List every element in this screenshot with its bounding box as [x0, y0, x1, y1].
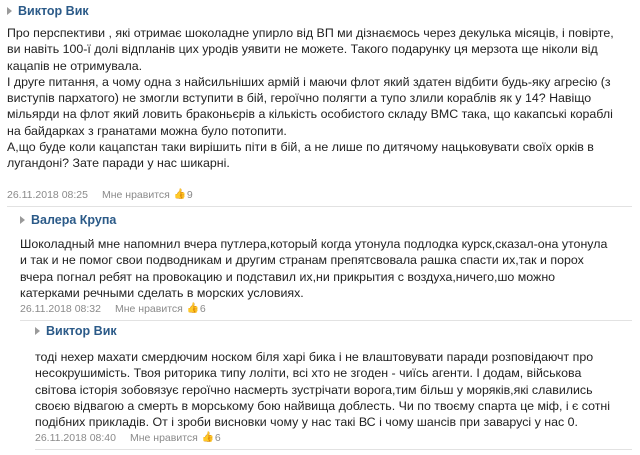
comment-2 [20, 212, 632, 301]
comment-1-line: на байдарках з гранатами можна було потопити. [7, 123, 287, 138]
comment-1-line: лугандоні? Зате паради у нас шикарні. [7, 156, 230, 171]
comment-3-text [35, 349, 632, 430]
divider [20, 320, 632, 321]
comment-1-like-button[interactable]: Мне нравится [101, 189, 170, 201]
comment-2-line: и так и не помог свои подводникам и другим странам препятсвовала рашка спасти их,так и порох [20, 253, 584, 268]
comment-1-text [7, 25, 632, 172]
comment-2-like-button[interactable]: Мне нравится [114, 303, 183, 315]
comment-1-meta [7, 188, 193, 202]
comment-2-line: вчера погнал ребят на провокацию и подставил их,ни прикрытия с воздуха,ничего,шо можно [20, 269, 556, 284]
comment-3-author[interactable]: Виктор Вик [46, 324, 117, 338]
comment-2-text [20, 236, 632, 301]
comment-3-like-button[interactable]: Мне нравится [129, 432, 198, 444]
caret-right-icon [7, 7, 12, 15]
comment-3-line: своєю відвагою а смерть в морському бою найвища доблесть. Чи по твоєму спарта це міф, і є сотні [35, 398, 611, 413]
divider [35, 449, 632, 450]
comment-2-meta [20, 302, 206, 316]
comment-2-line: Шоколадный мне напомнил вчера путлера,который когда утонула подлодка курск,сказал-она утонула [20, 237, 608, 251]
comment-1-line: А,що буде коли кацапстан таки вирішить піти в бій, а не лише по дитячому нацьковувати своїх орків в [7, 140, 594, 155]
comment-3-date: 26.11.2018 08:40 [35, 432, 116, 444]
comment-2-header [20, 212, 632, 228]
comment-2-date: 26.11.2018 08:32 [20, 303, 101, 315]
comment-3-like-count: 6 [214, 432, 221, 444]
thumb-up-icon[interactable]: 👍 [186, 303, 200, 314]
comment-3-line: подібних прикладів. От і зроби висновки чому у нас такі ВС і чому шансів при заварусі у нас 0. [35, 415, 578, 430]
divider [7, 206, 632, 207]
comment-1-line: мільярди на флот який ловить браконьєрів а кількість особистого складу ВМС така, що какапські кораблі [7, 107, 613, 122]
comment-3 [35, 323, 632, 430]
comment-2-like-count: 6 [199, 303, 206, 315]
thumb-up-icon[interactable]: 👍 [173, 189, 187, 200]
caret-right-icon [35, 327, 40, 335]
comment-3-line: несокрушимість. Твоя риторика типу лоліти, всі хто не згоден - чиїсь агенти. І додам, військова [35, 366, 582, 381]
comment-1 [7, 3, 632, 172]
comment-1-line: ви навіть 100-ї долі відпланів цих уродів уявити не можете. Такого подарунку ця мерзота ще ніколи від [7, 42, 598, 57]
comment-3-header [35, 323, 632, 339]
comment-1-line: І друге питання, а чому одна з найсильніших армій і маючи флот який здатен відбити будь-яку агресію (з [7, 74, 611, 89]
comment-1-line: кацапів не отримувала. [7, 58, 143, 73]
comment-1-line: Про перспективи , які отримає шоколадне упирло від ВП ми дізнаємось через декулька місяців, і повірте, [7, 26, 614, 40]
comment-1-like-count: 9 [186, 189, 193, 201]
comment-3-meta [35, 431, 221, 445]
comment-1-header [7, 3, 632, 19]
comment-1-author[interactable]: Виктор Вик [18, 4, 89, 18]
comment-3-line: тоді нехер махати смердючим носком біля харі бика і не влаштовувати паради розповідаючт про [35, 350, 594, 364]
thumb-up-icon[interactable]: 👍 [201, 432, 215, 443]
caret-right-icon [20, 216, 25, 224]
comment-3-line: світова історія зобовязує героїчно насмерть зустрічати ворога,тим більш у моряків,які славились [35, 382, 593, 397]
comment-1-line: виступів пархатого) не змогли вступити в бій, героїчно полягти а тупо злили кораблів як у 14? Навіщо [7, 91, 592, 106]
comment-2-author[interactable]: Валера Крупа [31, 213, 117, 227]
comment-1-date: 26.11.2018 08:25 [7, 189, 88, 201]
comment-2-line: катерками речными сделать в морских условиях. [20, 285, 304, 300]
